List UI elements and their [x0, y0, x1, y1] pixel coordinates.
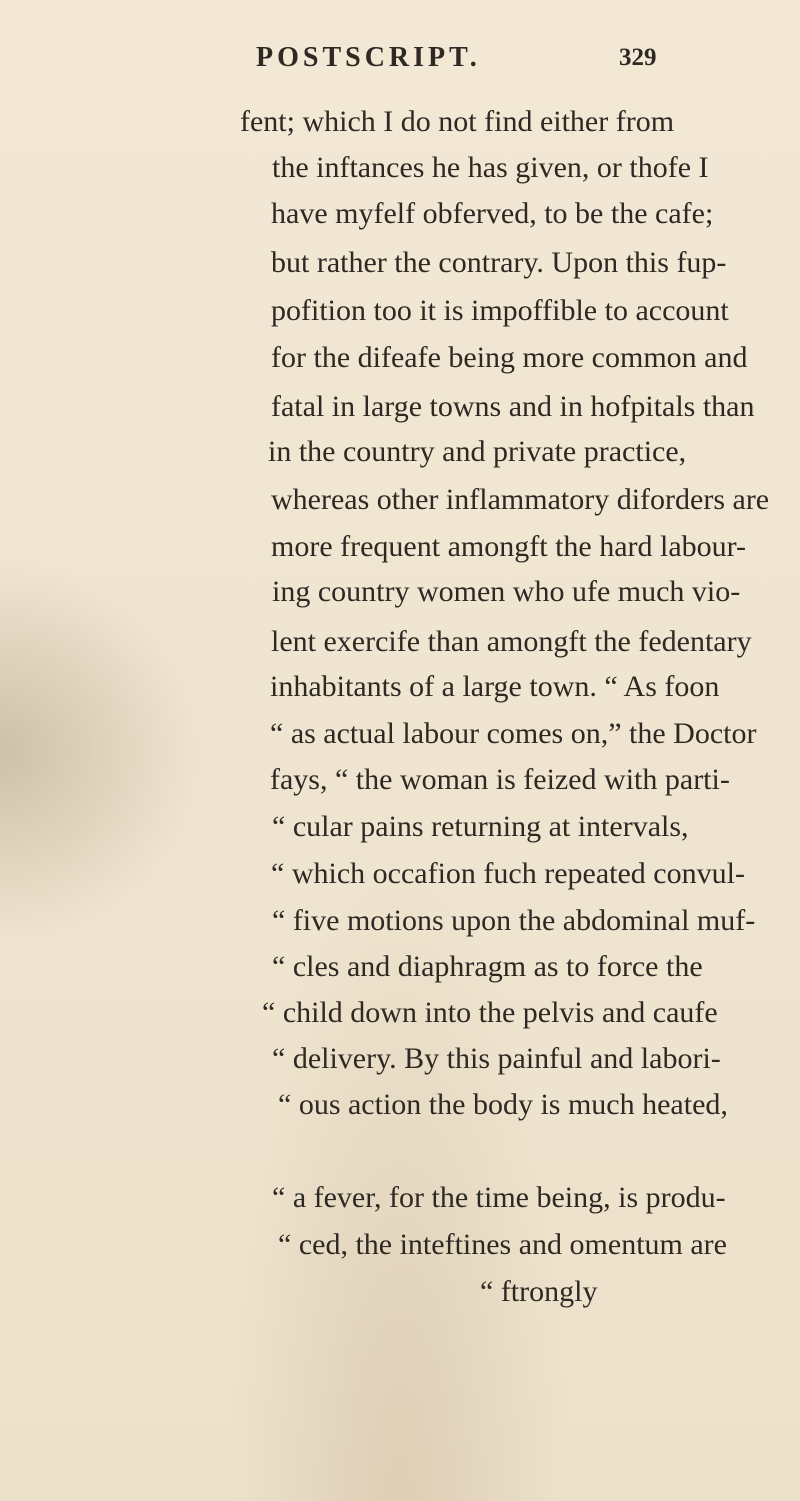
text-line: fays, “ the woman is feized with parti- — [270, 763, 730, 796]
text-line: “ ous action the body is much heated, — [278, 1088, 728, 1121]
text-line: but rather the contrary. Upon this fup- — [271, 246, 727, 279]
text-line: have myfelf obferved, to be the cafe; — [271, 197, 714, 230]
text-line: pofition too it is impoffible to account — [271, 294, 729, 327]
text-line: fent; which I do not find either from — [240, 105, 675, 138]
text-line: fatal in large towns and in hofpitals than — [271, 390, 755, 423]
text-line: “ as actual labour comes on,” the Doctor — [270, 717, 757, 750]
text-line: “ five motions upon the abdominal muf- — [272, 904, 756, 937]
text-line: “ a fever, for the time being, is produ- — [272, 1181, 726, 1214]
page-number: 329 — [619, 44, 657, 71]
catchword: “ ftrongly — [480, 1275, 598, 1308]
text-line: “ cles and diaphragm as to force the — [272, 950, 703, 983]
text-line: whereas other inflammatory diforders are — [271, 483, 770, 516]
text-line: “ which occafion fuch repeated convul- — [271, 857, 745, 890]
page-header — [0, 42, 800, 82]
text-line: lent exercife than amongft the fedentary — [271, 625, 752, 658]
text-line: for the difeafe being more common and — [271, 341, 748, 374]
text-line: “ child down into the pelvis and caufe — [262, 996, 718, 1029]
text-line: in the country and private practice, — [268, 435, 687, 468]
text-line: inhabitants of a large town. “ As foon — [270, 670, 720, 703]
text-line: more frequent amongft the hard labour- — [271, 530, 747, 563]
text-line: “ delivery. By this painful and labori- — [272, 1042, 721, 1075]
text-line: the inftances he has given, or thofe I — [272, 151, 709, 184]
running-head: POSTSCRIPT. — [256, 42, 481, 73]
text-line: “ cular pains returning at intervals, — [272, 810, 689, 843]
text-line: “ ced, the inteftines and omentum are — [278, 1228, 727, 1261]
text-line: ing country women who ufe much vio- — [272, 575, 741, 608]
